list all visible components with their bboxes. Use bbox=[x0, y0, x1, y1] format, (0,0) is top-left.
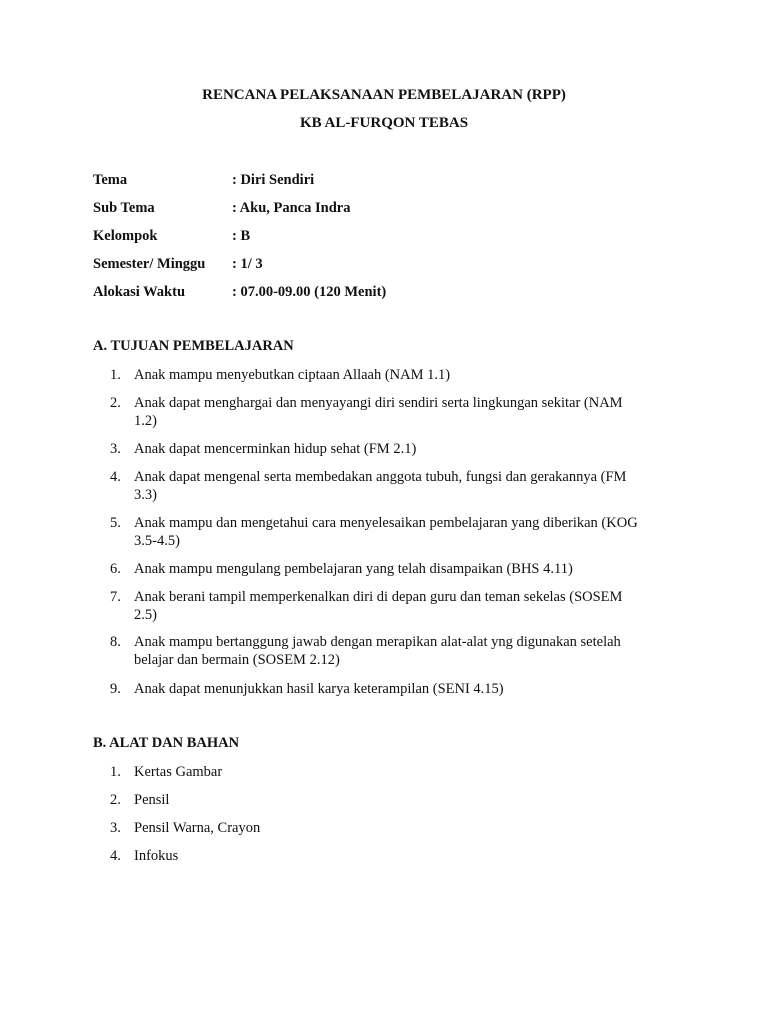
info-table bbox=[93, 171, 386, 311]
list-item-number: 8. bbox=[110, 634, 121, 650]
list-item-text: Kertas Gambar bbox=[134, 764, 223, 780]
list-item-number: 4. bbox=[110, 848, 121, 864]
info-value: : Diri Sendiri bbox=[232, 172, 315, 188]
list-item-number: 2. bbox=[110, 792, 121, 808]
info-row-tema bbox=[93, 171, 386, 199]
list-item-number: 3. bbox=[110, 441, 121, 457]
list-item-text: Anak dapat mengenal serta membedakan anggota tubuh, fungsi dan gerakannya (FM 3.3) bbox=[134, 469, 627, 503]
info-row-sub-tema bbox=[93, 199, 386, 227]
list-item-number: 6. bbox=[110, 561, 121, 577]
list-item-number: 1. bbox=[110, 764, 121, 780]
list-item-text: Pensil bbox=[134, 792, 170, 808]
list-item-text: Anak dapat mencerminkan hidup sehat (FM 2.1) bbox=[134, 441, 417, 457]
list-item-text: Anak mampu menyebutkan ciptaan Allaah (NAM 1.1) bbox=[134, 367, 451, 383]
info-label: Semester/ Minggu bbox=[93, 256, 206, 272]
info-label: Kelompok bbox=[93, 228, 158, 244]
section-a-title: A. TUJUAN PEMBELAJARAN bbox=[93, 338, 294, 354]
list-item-number: 4. bbox=[110, 469, 121, 485]
info-value: : 1/ 3 bbox=[232, 256, 263, 272]
info-row-semester bbox=[93, 255, 386, 283]
list-item-text: Pensil Warna, Crayon bbox=[134, 820, 261, 836]
list-item-number: 9. bbox=[110, 681, 121, 697]
list-item-text: Anak dapat menunjukkan hasil karya keterampilan (SENI 4.15) bbox=[134, 681, 504, 697]
list-item-number: 5. bbox=[110, 515, 121, 531]
list-item-number: 3. bbox=[110, 820, 121, 836]
list-item-number: 7. bbox=[110, 589, 121, 605]
info-value: : B bbox=[232, 228, 251, 244]
info-row-alokasi-waktu bbox=[93, 283, 386, 311]
list-item-text: Anak dapat menghargai dan menyayangi diri sendiri serta lingkungan sekitar (NAM 1.2) bbox=[134, 395, 623, 429]
list-item-text: Anak mampu dan mengetahui cara menyelesaikan pembelajaran yang diberikan (KOG 3.5-4.5) bbox=[134, 515, 638, 549]
list-item-text: Anak mampu bertanggung jawab dengan merapikan alat-alat yng digunakan setelah belajar dan bermain (SOSEM 2.12) bbox=[134, 634, 621, 668]
info-label: Alokasi Waktu bbox=[93, 284, 186, 300]
info-label: Tema bbox=[93, 172, 128, 188]
list-item-text: Anak berani tampil memperkenalkan diri di depan guru dan teman sekelas (SOSEM 2.5) bbox=[134, 589, 623, 623]
list-item-text: Infokus bbox=[134, 848, 179, 864]
document-subtitle: KB AL-FURQON TEBAS bbox=[299, 115, 469, 131]
info-value: : Aku, Panca Indra bbox=[232, 200, 351, 216]
info-label: Sub Tema bbox=[93, 200, 155, 216]
document-title: RENCANA PELAKSANAAN PEMBELAJARAN (RPP) bbox=[202, 87, 566, 103]
list-item-number: 2. bbox=[110, 395, 121, 411]
info-value: : 07.00-09.00 (120 Menit) bbox=[232, 284, 387, 300]
section-b-title: B. ALAT DAN BAHAN bbox=[93, 735, 240, 751]
list-item-number: 1. bbox=[110, 367, 121, 383]
info-row-kelompok bbox=[93, 227, 386, 255]
list-item-text: Anak mampu mengulang pembelajaran yang telah disampaikan (BHS 4.11) bbox=[134, 561, 573, 577]
